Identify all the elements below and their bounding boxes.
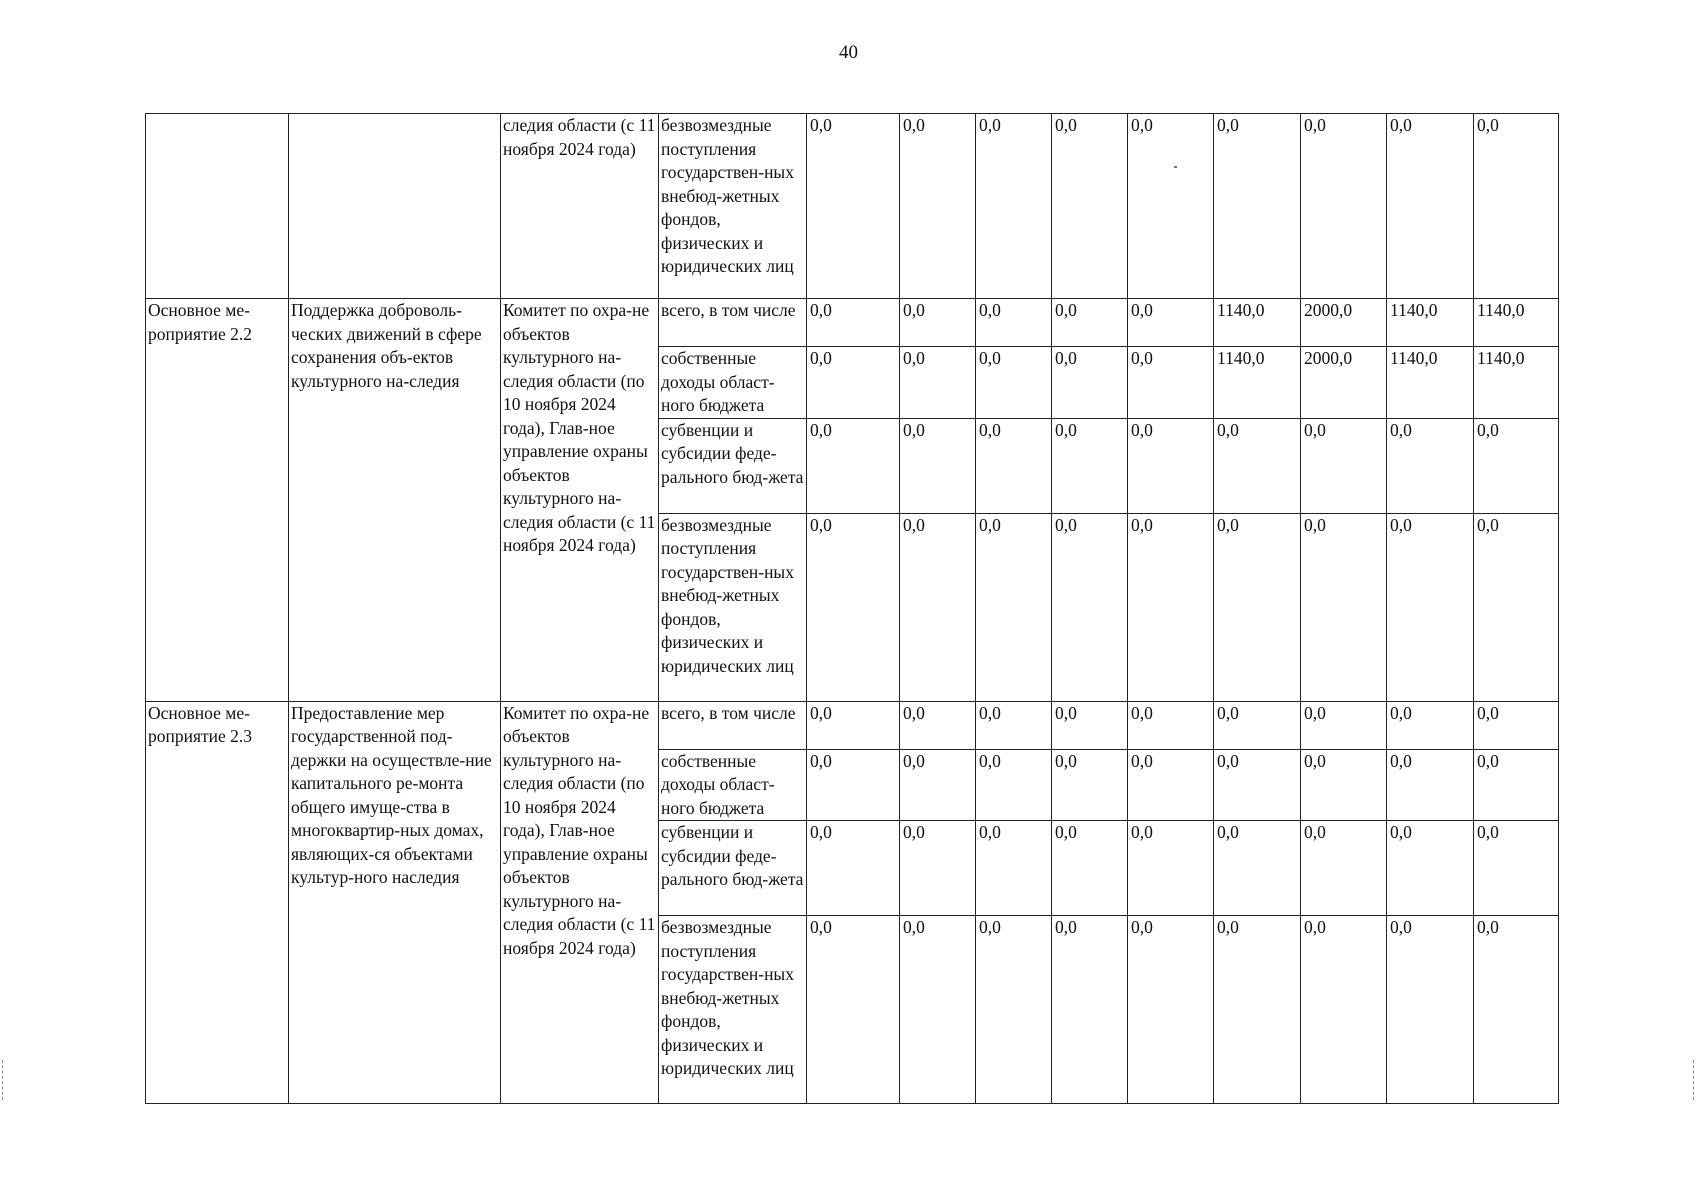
value-cell: 0,0 — [900, 299, 976, 347]
value-cell: 0,0 — [1301, 513, 1387, 701]
table-row — [146, 701, 1559, 749]
value-cell: 0,0 — [1052, 701, 1128, 749]
value-cell: 0,0 — [1128, 418, 1214, 513]
value-cell: 0,0 — [1214, 701, 1301, 749]
value-cell: 0,0 — [976, 513, 1052, 701]
executor-cell: Комитет по охра-не объектов культурного на-следия области (по 10 ноября 2024 года), Глав-ное управление охраны объектов культурного на-следия области (с 11 ноября 2024 года) — [501, 701, 659, 1104]
value-cell: 0,0 — [1052, 299, 1128, 347]
value-cell: 0,0 — [900, 701, 976, 749]
table-body — [146, 114, 1559, 1104]
value-cell: 0,0 — [1387, 701, 1474, 749]
value-cell: 0,0 — [1128, 749, 1214, 821]
value-cell: 0,0 — [1387, 821, 1474, 916]
value-cell: 0,0 — [1387, 114, 1474, 299]
executor-cell: следия области (с 11 ноября 2024 года) — [501, 114, 659, 299]
value-cell: 0,0 — [1052, 749, 1128, 821]
funding-source-cell: всего, в том числе — [659, 701, 807, 749]
value-cell: 0,0 — [1474, 916, 1559, 1104]
measure-name-cell: Предоставление мер государственной под-держки на осуществле-ние капитального ре-монта общего имуще-ства в многоквартир-ных домах, являющих-ся объектами культур-ного наследия — [289, 701, 501, 1104]
value-cell: 0,0 — [1301, 114, 1387, 299]
scan-edge-mark-right — [1693, 1060, 1695, 1100]
value-cell: 0,0 — [1214, 114, 1301, 299]
value-cell: 0,0 — [1128, 347, 1214, 419]
value-cell: 0,0 — [900, 418, 976, 513]
value-cell: 0,0 — [1387, 513, 1474, 701]
value-cell: 0,0 — [1052, 418, 1128, 513]
value-cell: 0,0 — [807, 347, 900, 419]
value-cell: 0,0 — [1474, 749, 1559, 821]
value-cell: 0,0 — [1474, 821, 1559, 916]
value-cell: 0,0 — [1474, 513, 1559, 701]
budget-table — [145, 113, 1559, 1104]
measure-code-cell: Основное ме-роприятие 2.2 — [146, 299, 289, 702]
value-cell: 0,0 — [1128, 701, 1214, 749]
page-number: 40 — [839, 42, 858, 63]
value-cell: 0,0 — [1128, 916, 1214, 1104]
value-cell: 0,0 — [1301, 821, 1387, 916]
value-cell: 0,0 — [807, 701, 900, 749]
value-cell: 0,0 — [1214, 749, 1301, 821]
value-cell: 1140,0 — [1214, 299, 1301, 347]
funding-source-cell: собственные доходы област-ного бюджета — [659, 347, 807, 419]
executor-cell: Комитет по охра-не объектов культурного на-следия области (по 10 ноября 2024 года), Глав-ное управление охраны объектов культурного на-следия области (с 11 ноября 2024 года) — [501, 299, 659, 702]
value-cell: 0,0 — [807, 418, 900, 513]
funding-source-cell: всего, в том числе — [659, 299, 807, 347]
value-cell: 0,0 — [1301, 749, 1387, 821]
value-cell: 1140,0 — [1474, 299, 1559, 347]
scan-edge-mark-left — [2, 1060, 4, 1100]
value-cell: 0,0 — [900, 513, 976, 701]
scan-speck — [1174, 166, 1177, 168]
value-cell: 0,0 — [807, 749, 900, 821]
value-cell: 0,0 — [900, 821, 976, 916]
value-cell: 0,0 — [1128, 299, 1214, 347]
value-cell: 0,0 — [1474, 418, 1559, 513]
value-cell: 0,0 — [807, 513, 900, 701]
value-cell: 0,0 — [900, 916, 976, 1104]
value-cell: 0,0 — [976, 749, 1052, 821]
value-cell: 0,0 — [1301, 418, 1387, 513]
value-cell: 0,0 — [1214, 821, 1301, 916]
value-cell: 0,0 — [1387, 418, 1474, 513]
value-cell: 0,0 — [1387, 916, 1474, 1104]
value-cell: 2000,0 — [1301, 299, 1387, 347]
value-cell: 0,0 — [1128, 114, 1214, 299]
value-cell: 0,0 — [976, 701, 1052, 749]
value-cell: 1140,0 — [1387, 299, 1474, 347]
value-cell: 0,0 — [807, 916, 900, 1104]
value-cell: 0,0 — [1214, 513, 1301, 701]
value-cell: 1140,0 — [1387, 347, 1474, 419]
value-cell: 0,0 — [1301, 701, 1387, 749]
table-row — [146, 114, 1559, 299]
value-cell: 0,0 — [1052, 821, 1128, 916]
value-cell: 0,0 — [900, 114, 976, 299]
value-cell: 0,0 — [1128, 821, 1214, 916]
value-cell: 0,0 — [1474, 701, 1559, 749]
table-row — [146, 299, 1559, 347]
value-cell: 2000,0 — [1301, 347, 1387, 419]
funding-source-cell: субвенции и субсидии феде-рального бюд-жета — [659, 821, 807, 916]
value-cell: 0,0 — [1387, 749, 1474, 821]
funding-source-cell: собственные доходы област-ного бюджета — [659, 749, 807, 821]
value-cell: 0,0 — [1052, 513, 1128, 701]
value-cell: 0,0 — [976, 299, 1052, 347]
value-cell: 0,0 — [1214, 916, 1301, 1104]
value-cell: 1140,0 — [1474, 347, 1559, 419]
value-cell: 0,0 — [976, 821, 1052, 916]
measure-name-cell — [289, 114, 501, 299]
measure-code-cell: Основное ме-роприятие 2.3 — [146, 701, 289, 1104]
value-cell: 0,0 — [807, 821, 900, 916]
measure-name-cell: Поддержка доброволь-ческих движений в сфере сохранения объ-ектов культурного на-следия — [289, 299, 501, 702]
value-cell: 0,0 — [807, 299, 900, 347]
value-cell: 0,0 — [976, 114, 1052, 299]
value-cell: 0,0 — [1052, 347, 1128, 419]
value-cell: 0,0 — [807, 114, 900, 299]
value-cell: 0,0 — [1052, 114, 1128, 299]
funding-source-cell: безвозмездные поступления государствен-ных внебюд-жетных фондов, физических и юридических лиц — [659, 513, 807, 701]
funding-source-cell: безвозмездные поступления государствен-ных внебюд-жетных фондов, физических и юридических лиц — [659, 114, 807, 299]
funding-source-cell: безвозмездные поступления государствен-ных внебюд-жетных фондов, физических и юридических лиц — [659, 916, 807, 1104]
value-cell: 1140,0 — [1214, 347, 1301, 419]
value-cell: 0,0 — [1474, 114, 1559, 299]
funding-source-cell: субвенции и субсидии феде-рального бюд-жета — [659, 418, 807, 513]
value-cell: 0,0 — [900, 749, 976, 821]
value-cell: 0,0 — [1128, 513, 1214, 701]
value-cell: 0,0 — [976, 418, 1052, 513]
value-cell: 0,0 — [1052, 916, 1128, 1104]
value-cell: 0,0 — [1214, 418, 1301, 513]
value-cell: 0,0 — [976, 916, 1052, 1104]
value-cell: 0,0 — [1301, 916, 1387, 1104]
value-cell: 0,0 — [900, 347, 976, 419]
value-cell: 0,0 — [976, 347, 1052, 419]
measure-code-cell — [146, 114, 289, 299]
